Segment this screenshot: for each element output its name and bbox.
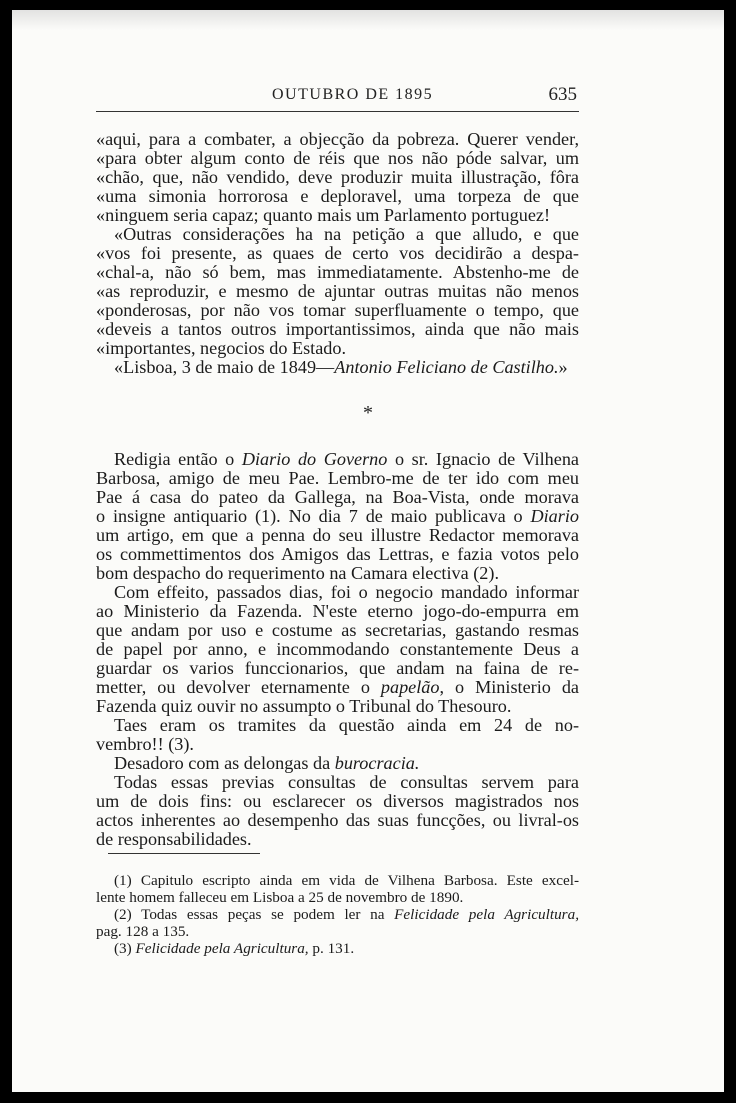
running-title: OUTUBRO DE 1895 xyxy=(272,86,434,103)
quote-line: «uma simonia horrorosa e deploravel, uma torpeza de que xyxy=(96,186,579,206)
body-line: um artigo, em que a penna do seu illustre Redactor memorava xyxy=(96,525,579,545)
body-line: guardar os varios funccionarios, que andam na faina de re- xyxy=(96,658,579,678)
quote-signature xyxy=(96,358,579,377)
body-line: Redigia então o Diario do Governo o sr. Ignacio de Vilhena xyxy=(114,449,579,469)
body-line: Barbosa, amigo de meu Pae. Lembro-me de ter ido com meu xyxy=(96,468,579,488)
body-line: de papel por anno, e incommodando constantemente Deus a xyxy=(96,639,579,659)
body-line: o insigne antiquario (1). No dia 7 de maio publicava o Diario xyxy=(96,506,579,526)
body-line: de responsabilidades. xyxy=(96,829,252,849)
body-line: Pae á casa do pateo da Gallega, na Boa-Vista, onde morava xyxy=(96,487,579,507)
signature-place-date: «Lisboa, 3 de maio de 1849— xyxy=(114,357,335,377)
quote-line: «ponderosas, por não vos tomar superfluamente o tempo, que xyxy=(96,300,579,320)
body-line: bom despacho do requerimento na Camara electiva (2). xyxy=(96,563,499,583)
body-line: Desadoro com as delongas da burocracia. xyxy=(114,753,420,773)
body-line: vembro!! (3). xyxy=(96,734,194,754)
body-line: Com effeito, passados dias, foi o negocio mandado informar xyxy=(114,582,579,602)
body-line: Taes eram os tramites da questão ainda em 24 de no- xyxy=(114,715,579,735)
page-number: 635 xyxy=(548,84,577,105)
body-line: um de dois fins: ou esclarecer os diversos magistrados nos xyxy=(96,791,579,811)
footnote-rule xyxy=(108,853,260,854)
quote-line: «deveis a tantos outros importantissimos, ainda que não mais xyxy=(96,319,579,339)
quote-line: «chão, que, não vendido, deve produzir muita illustração, fôra xyxy=(96,167,579,187)
book-page xyxy=(12,10,724,1092)
footnotes xyxy=(96,872,579,957)
body-line: os commettimentos dos Amigos das Lettras, e fazia votos pelo xyxy=(96,544,579,564)
section-separator: * xyxy=(363,402,373,424)
footnote-line: pag. 128 a 135. xyxy=(96,923,190,940)
quote-line: «vos foi presente, as quaes de certo vos decidirão a despa- xyxy=(96,243,579,263)
quote-line: «aqui, para a combater, a objecção da pobreza. Querer vender, xyxy=(96,129,579,149)
footnote-line: (2) Todas essas peças se podem ler na Felicidade pela Agricultura, xyxy=(114,906,579,923)
body-line: ao Ministerio da Fazenda. N'este eterno jogo-do-empurra em xyxy=(96,601,579,621)
body-line: actos inherentes ao desempenho das suas funcções, ou livral-os xyxy=(96,810,579,830)
scan-shadow xyxy=(12,10,724,30)
body-line: que andam por uso e costume as secretarias, gastando resmas xyxy=(96,620,579,640)
body-line: Todas essas previas consultas de consultas servem para xyxy=(114,772,579,792)
footnote-line: (1) Capitulo escripto ainda em vida de Vilhena Barbosa. Este excel- xyxy=(114,872,579,889)
quote-line: «para obter algum conto de réis que nos não póde salvar, um xyxy=(96,148,579,168)
header-rule xyxy=(96,111,579,112)
footnote-line: lente homem falleceu em Lisboa a 25 de novembro de 1890. xyxy=(96,889,464,906)
quote-line: «ninguem seria capaz; quanto mais um Parlamento portuguez! xyxy=(96,205,551,225)
quote-block xyxy=(96,130,579,377)
footnote-line: (3) Felicidade pela Agricultura, p. 131. xyxy=(114,940,355,957)
quote-line: «as reproduzir, e mesmo de ajuntar outras muitas não menos xyxy=(96,281,579,301)
body-text xyxy=(96,450,579,849)
quote-line: «chal-a, não só bem, mas immediatamente. Abstenho-me de xyxy=(96,262,579,282)
signature-close: » xyxy=(558,357,568,377)
quote-line: «importantes, negocios do Estado. xyxy=(96,338,347,358)
body-line: metter, ou devolver eternamente o papelão, o Ministerio da xyxy=(96,677,579,697)
page-header xyxy=(96,78,579,108)
signature-author: Antonio Feliciano de Castilho. xyxy=(334,357,559,377)
quote-line: «Outras considerações ha na petição a que alludo, e que xyxy=(114,224,579,244)
body-line: Fazenda quiz ouvir no assumpto o Tribunal do Thesouro. xyxy=(96,696,512,716)
